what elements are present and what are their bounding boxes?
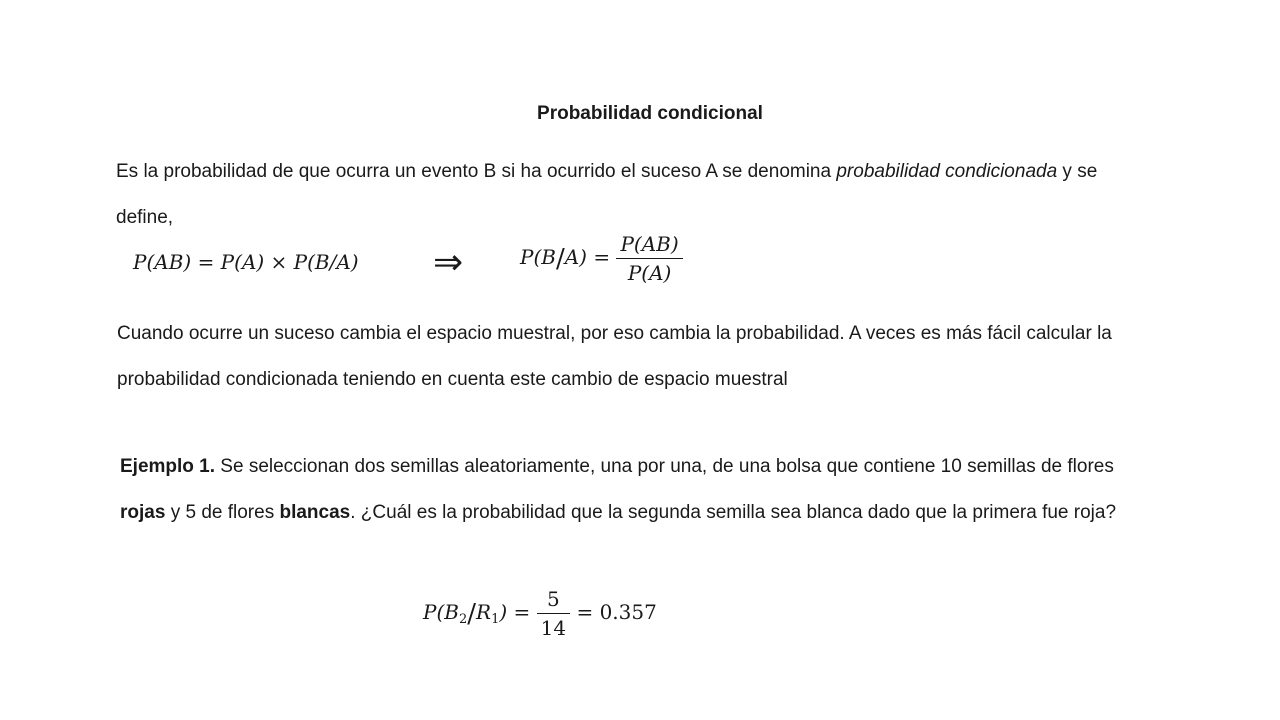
explanation-paragraph: Cuando ocurre un suceso cambia el espacio muestral, por eso cambia la probabilidad. A veces es más fácil calcular la probabilidad condicionada teniendo en cuenta este cambio de espacio muestral bbox=[117, 323, 1112, 390]
example-bold-red: rojas bbox=[120, 502, 166, 523]
conditional-lhs-end: A) = bbox=[564, 245, 611, 269]
example-numerator: 5 bbox=[537, 587, 570, 614]
example-text-1: Se seleccionan dos semillas aleatoriamente, una por una, de una bolsa que contiene 10 semillas de flores bbox=[215, 456, 1114, 477]
example-r: R bbox=[476, 600, 492, 624]
example-text-3: . ¿Cuál es la probabilidad que la segunda semilla sea blanca dado que la primera fue roja? bbox=[350, 502, 1117, 523]
slide-title: Probabilidad condicional bbox=[537, 103, 763, 124]
example-slash: / bbox=[467, 599, 477, 629]
product-formula-lhs: P(AB) bbox=[133, 250, 192, 274]
conditional-fraction bbox=[616, 232, 682, 285]
example-p-open: P(B bbox=[423, 600, 459, 624]
example-denominator: 14 bbox=[540, 616, 567, 640]
example-fraction bbox=[537, 587, 570, 640]
conditional-slash: / bbox=[555, 244, 565, 274]
conditional-formula bbox=[520, 232, 683, 285]
conditional-numerator: P(AB) bbox=[616, 232, 682, 259]
example-label: Ejemplo 1. bbox=[120, 456, 216, 477]
example-paragraph bbox=[120, 444, 1130, 536]
example-text-2: y 5 de flores bbox=[165, 502, 280, 523]
definition-emphasis: probabilidad condicionada bbox=[836, 161, 1058, 182]
conditional-denominator: P(A) bbox=[627, 261, 672, 285]
example-result: = 0.357 bbox=[576, 600, 657, 624]
definition-text-end: y se define, bbox=[116, 161, 1098, 228]
example-close-eq: ) = bbox=[499, 600, 531, 624]
product-formula bbox=[133, 250, 359, 274]
example-sub-r: 1 bbox=[491, 612, 500, 627]
definition-text: Es la probabilidad de que ocurra un evento B si ha ocurrido el suceso A se denomina bbox=[116, 161, 837, 182]
product-formula-rhs: = P(A) × P(B/A) bbox=[197, 250, 359, 274]
example-sub-b: 2 bbox=[458, 612, 468, 627]
example-bold-white: blancas bbox=[279, 502, 351, 523]
example-formula bbox=[423, 587, 657, 640]
definition-paragraph bbox=[116, 149, 1116, 241]
implies-arrow-icon: ⇒ bbox=[433, 242, 464, 283]
conditional-lhs-p: P(B bbox=[520, 245, 556, 269]
